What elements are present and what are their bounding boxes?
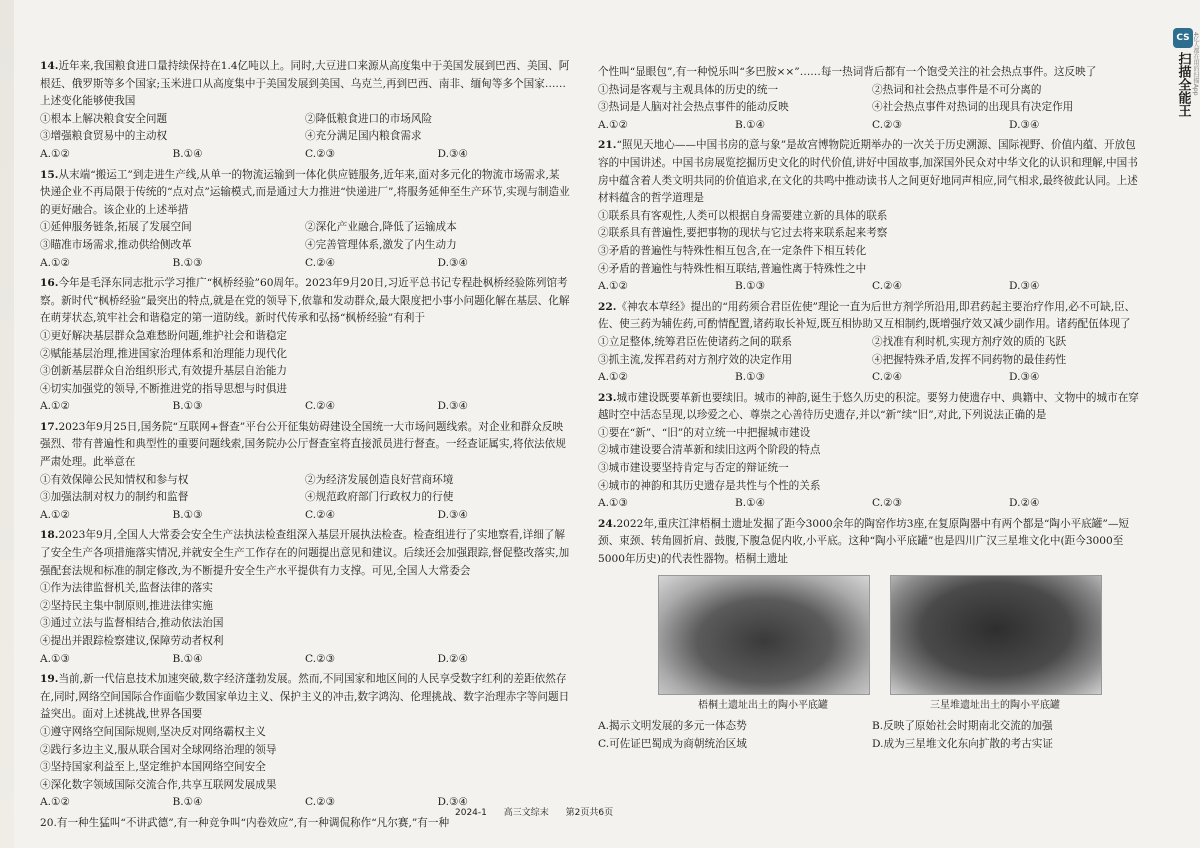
statement-item: ③通过立法与监督相结合,推动依法治国 bbox=[40, 617, 224, 630]
question bbox=[40, 419, 570, 525]
question bbox=[40, 527, 570, 668]
question-number: 24. bbox=[598, 517, 617, 530]
statement-item: ②深化产业融合,降低了运输成本 bbox=[305, 221, 457, 234]
statement-list bbox=[598, 425, 1146, 495]
statement-item: ①有效保障公民知情权和参与权 bbox=[40, 473, 189, 486]
question-text: 当前,新一代信息技术加速突破,数字经济蓬勃发展。然而,不同国家和地区间的人民享受数字红利的差距依然存在,同时,网络空间国际合作面临少数国家单边主义、保护主义的冲击,数字鸿沟、伦理挑战、数字治理赤字等问题日益突出。面对上述挑战,世界各国要 bbox=[40, 673, 570, 721]
statement-item: ①要在“新”、“旧”的对立统一中把握城市建设 bbox=[598, 426, 811, 439]
figure bbox=[658, 575, 868, 715]
question-stem bbox=[598, 299, 1146, 334]
answer-choice: A.①② bbox=[40, 147, 71, 160]
pottery-photo bbox=[658, 575, 870, 695]
answer-choice: A.①② bbox=[40, 796, 71, 809]
answer-choice: C.②④ bbox=[305, 508, 336, 521]
figure-row bbox=[658, 575, 1146, 715]
answer-choice: C.②④ bbox=[305, 400, 336, 413]
answer-choice: D.③④ bbox=[1009, 280, 1040, 293]
figure-caption: 梧桐土遗址出土的陶小平底罐 bbox=[698, 699, 828, 711]
statement-item: ③增强粮食贸易中的主动权 bbox=[40, 130, 168, 143]
answer-choices bbox=[598, 278, 1146, 296]
statement-item: ②为经济发展创造良好营商环境 bbox=[305, 473, 454, 486]
figure-caption: 三星堆遗址出土的陶小平底罐 bbox=[930, 699, 1060, 711]
question-text: 2023年9月,全国人大常委会安全生产法执法检查组深入基层开展执法检查。检查组进行了实地察看,详细了解了安全生产各项措施落实情况,并就安全生产工作存在的问题提出意见和建议。后续还会加强跟踪,督促整改落实,加强配套法规和标准的制定修改,为不断提升安全生产水平提供有力支撑。可见,全国人大常委会 bbox=[40, 529, 570, 577]
answer-choice: A.①③ bbox=[40, 652, 71, 665]
question bbox=[598, 299, 1146, 387]
answer-choice: D.②④ bbox=[1009, 497, 1040, 510]
statement-list bbox=[40, 328, 570, 398]
statement-item: ④规范政府部门行政权力的行使 bbox=[305, 491, 454, 504]
answer-choice: A.①② bbox=[598, 371, 629, 384]
answer-choice: A.①② bbox=[40, 508, 71, 521]
question-text: 近年来,我国粮食进口量持续保持在1.4亿吨以上。同时,大豆进口来源从高度集中于美国发展到巴西、美国、阿根廷、俄罗斯等多个国家;玉米进口从高度集中于美国发展到美国、乌克兰,再到巴西、南非、缅甸等多个国家……上述变化能够使我国 bbox=[40, 60, 570, 108]
statement-item: ②联系具有普遍性,要把事物的现状与它过去将来联系起来考察 bbox=[598, 227, 888, 240]
statement-item: ④深化数字领域国际交流合作,共享互联网发展成果 bbox=[40, 778, 277, 791]
question bbox=[598, 137, 1146, 295]
statement-list bbox=[598, 718, 1146, 753]
question-number: 14. bbox=[40, 60, 59, 72]
question-number: 22. bbox=[598, 300, 617, 313]
statement-item: ①立足整体,统筹君臣佐使诸药之间的联系 bbox=[598, 335, 793, 348]
statement-item: C.可佐证巴蜀成为商朝统治区域 bbox=[598, 737, 747, 750]
statement-item: ③瞄准市场需求,推动供给侧改革 bbox=[40, 238, 192, 251]
question-stem bbox=[40, 527, 570, 580]
answer-choice: A.①② bbox=[598, 280, 629, 293]
scan-edge bbox=[0, 0, 14, 848]
statement-list bbox=[598, 208, 1146, 278]
question-stem bbox=[598, 390, 1146, 425]
statement-item: ④完善管理体系,激发了内生动力 bbox=[305, 238, 457, 251]
statement-item: ④城市的神韵和其历史遗存是共性与个性的关系 bbox=[598, 479, 821, 492]
brand-tagline: 4亿人都在用的扫描App bbox=[1192, 32, 1199, 96]
statement-item: ①热词是客观与主观具体的历史的统一 bbox=[598, 83, 779, 96]
answer-choices bbox=[598, 495, 1146, 513]
answer-choice: C.②③ bbox=[305, 652, 336, 665]
statement-item: B.反映了原始社会时期南北交流的加强 bbox=[872, 720, 1053, 733]
answer-choice: C.②④ bbox=[305, 256, 336, 269]
question-text: “照见天地心——中国书房的意与象”是故宫博物院近期举办的一次关于历史溯源、国际视野、价值内蕴、开放包容的中国讲述。中国书房展览挖掘历史文化的时代价值,讲好中国故事,加深国外民众对中华文化的认识和理解,中国书房中蕴含着人类文明共同的价值追求,在文化的共鸣中推动读书人之间更好地同声相应,同气相求,最终彼此认同。上述材料蕴含的哲学道理是 bbox=[598, 139, 1138, 205]
statement-item: ③城市建设要坚持肯定与否定的辩证统一 bbox=[598, 462, 789, 475]
pottery-photo bbox=[890, 575, 1102, 695]
question-20-continued bbox=[598, 64, 1146, 134]
statement-item: ③加强法制对权力的制约和监督 bbox=[40, 491, 189, 504]
question-number: 19. bbox=[40, 673, 59, 686]
statement-list bbox=[40, 580, 570, 650]
statement-item: ④矛盾的普遍性与特殊性相互联结,普遍性离于特殊性之中 bbox=[598, 262, 867, 275]
question bbox=[40, 671, 570, 812]
answer-choices bbox=[40, 255, 570, 273]
answer-choice: A.①② bbox=[40, 400, 71, 413]
question-text: 《神农本草经》提出的“用药须合君臣佐使”理论一直为后世方剂学所沿用,即君药起主要治疗作用,必不可缺,臣、佐、使三药为辅佐药,可酌情配置,诸药取长补短,既互相协助又互相制约,既增强疗效又减少副作用。诸药配伍体现了 bbox=[598, 300, 1136, 331]
question-number: 15. bbox=[40, 168, 59, 181]
answer-choice: D.③④ bbox=[1009, 118, 1040, 131]
question-text: 今年是毛泽东同志批示学习推广“枫桥经验”60周年。2023年9月20日,习近平总书记专程赴枫桥经验陈列馆考察。新时代“枫桥经验”最突出的特点,就是在党的领导下,依靠和发动群众,最大限度把小事小问题化解在基层、化解在萌芽状态,筑牢社会和谐稳定的第一道防线。新时代传承和弘扬“枫桥经验”有利于 bbox=[40, 277, 570, 325]
statement-item: ④把握特殊矛盾,发挥不同药物的最佳药性 bbox=[872, 353, 1067, 366]
footer-grade: 高三文综末 bbox=[503, 808, 549, 818]
question-stem bbox=[40, 671, 570, 724]
answer-choices bbox=[598, 117, 1146, 135]
answer-choice: A.①② bbox=[40, 256, 71, 269]
question bbox=[40, 275, 570, 416]
statement-item: ②城市建设要合清革新和续旧这两个阶段的特点 bbox=[598, 444, 821, 457]
question bbox=[598, 516, 1146, 754]
statement-list bbox=[598, 334, 1146, 369]
question-text: 个性叫“显眼包”,有一种悦乐叫“多巴胺××”……每一热词背后都有一个饱受关注的社会热点事件。这反映了 bbox=[598, 66, 1097, 78]
statement-item: ①根本上解决粮食安全问题 bbox=[40, 112, 168, 125]
question-number: 21. bbox=[598, 139, 617, 152]
question-stem bbox=[40, 58, 570, 111]
statement-list bbox=[40, 472, 570, 507]
footer-page: 第2页共6页 bbox=[565, 808, 614, 818]
page-footer bbox=[455, 805, 627, 818]
answer-choices bbox=[40, 146, 570, 164]
brand-name: 扫描全能王 bbox=[1175, 52, 1191, 117]
statement-item: ②坚持民主集中制原则,推进法律实施 bbox=[40, 599, 213, 612]
answer-choice: C.②③ bbox=[305, 147, 336, 160]
answer-choice: C.②④ bbox=[872, 371, 903, 384]
question-stem bbox=[40, 275, 570, 328]
statement-item: ④提出并跟踪检察建议,保障劳动者权利 bbox=[40, 635, 224, 647]
answer-choice: B.①③ bbox=[172, 400, 203, 413]
question bbox=[598, 390, 1146, 513]
answer-choice: C.②④ bbox=[872, 280, 903, 293]
statement-list bbox=[40, 111, 570, 146]
answer-choice: B.①③ bbox=[172, 256, 203, 269]
answer-choice: B.①④ bbox=[735, 118, 766, 131]
question-text: 2023年9月25日,国务院“互联网+督查”平台公开征集妨碍建设全国统一大市场问题线索。对企业和群众反映强烈、带有普遍性和典型性的重要问题线索,国务院办公厅督查室将直接派员进行督查。一经查证属实,将依法依规严肃处理。此举意在 bbox=[40, 420, 566, 469]
answer-choice: D.③④ bbox=[1009, 371, 1040, 384]
statement-item: ②践行多边主义,服从联合国对全球网络治理的领导 bbox=[40, 743, 277, 756]
question bbox=[40, 58, 570, 164]
answer-choice: A.①② bbox=[598, 118, 629, 131]
question-text: 2022年,重庆江津梧桐土遗址发掘了距今3000余年的陶窑作坊3座,在复原陶器中有两个都是“陶小平底罐”—短颈、束颈、转角圆折肩、鼓腹,下腹急促内收,小平底。这种“陶小平底罐”也是四川广汉三星堆文化中(距今3000至5000年历史)的代表性器物。梧桐土遗址 bbox=[598, 517, 1130, 566]
answer-choice: C.②③ bbox=[872, 118, 903, 131]
statement-item: ①延伸服务链条,拓展了发展空间 bbox=[40, 221, 192, 234]
question-20-start: 20.有一种生猛叫“不讲武德”,有一种竞争叫“内卷效应”,有一种调侃称作“凡尔赛,”有一种 bbox=[40, 816, 450, 829]
answer-choice: B.①④ bbox=[172, 796, 203, 809]
answer-choices bbox=[40, 651, 570, 669]
question-stem bbox=[598, 137, 1146, 207]
answer-choice: B.①③ bbox=[172, 508, 203, 521]
statement-item: ①遵守网络空间国际规则,坚决反对网络霸权主义 bbox=[40, 725, 266, 738]
statement-item: ④切实加强党的领导,不断推进党的指导思想与时俱进 bbox=[40, 382, 288, 395]
statement-item: ①联系具有客观性,人类可以根据自身需要建立新的具体的联系 bbox=[598, 209, 888, 222]
statement-item: ①更好解决基层群众急难愁盼问题,维护社会和谐稳定 bbox=[40, 329, 288, 342]
question-number: 18. bbox=[40, 529, 59, 542]
statement-item: ③坚持国家利益至上,坚定维护本国网络空间安全 bbox=[40, 761, 266, 774]
answer-choice: B.①④ bbox=[172, 147, 203, 160]
statement-item: ③创新基层群众自治组织形式,有效提升基层自治能力 bbox=[40, 365, 288, 378]
figure bbox=[890, 575, 1100, 715]
statement-item: ②赋能基层治理,推进国家治理体系和治理能力现代化 bbox=[40, 347, 288, 360]
question-number: 17. bbox=[40, 420, 59, 433]
question-text: 城市建设既要革新也要续旧。城市的神韵,诞生于悠久历史的积淀。要努力使遗存中、典籍中、文物中的城市在穿越时空中活态呈现,以珍爱之心、尊崇之心善待历史遗存,并以“新”续“旧”,对此,下列说法正确的是 bbox=[598, 391, 1139, 422]
statement-list bbox=[40, 724, 570, 794]
statement-item: ④充分满足国内粮食需求 bbox=[305, 130, 422, 143]
answer-choice: A.①③ bbox=[598, 497, 629, 510]
statement-item: ②找准有利时机,实现方剂疗效的质的飞跃 bbox=[872, 335, 1067, 348]
answer-choice: B.①③ bbox=[735, 371, 766, 384]
statement-item: ③矛盾的普遍性与特殊性相互包含,在一定条件下相互转化 bbox=[598, 244, 867, 257]
question-stem bbox=[598, 516, 1146, 569]
question-number: 23. bbox=[598, 391, 617, 404]
statement-item: ②降低粮食进口的市场风险 bbox=[305, 112, 433, 125]
statement-item: ③抓主流,发挥君药对方剂疗效的决定作用 bbox=[598, 353, 793, 366]
answer-choice: B.①③ bbox=[735, 280, 766, 293]
statement-list bbox=[598, 82, 1146, 117]
answer-choice: D.③④ bbox=[437, 400, 468, 413]
statement-list bbox=[40, 219, 570, 254]
statement-item: A.揭示文明发展的多元一体态势 bbox=[598, 720, 747, 733]
answer-choice: C.②③ bbox=[872, 497, 903, 510]
answer-choice: D.②④ bbox=[437, 652, 468, 665]
question-stem bbox=[40, 167, 570, 220]
footer-code: 2024-1 bbox=[455, 808, 487, 818]
right-column bbox=[598, 64, 1146, 756]
camscanner-logo-icon: CS bbox=[1173, 28, 1193, 48]
question-number: 16. bbox=[40, 277, 59, 290]
answer-choices bbox=[40, 507, 570, 525]
question-text: 从末端“搬运工”到走进生产线,从单一的物流运输到一体化供应链服务,近年来,面对多元化的物流市场需求,某快递企业不再局限于传统的“点对点”运输模式,而是通过大力推进“快递进厂”,将服务延伸至生产环节,实现与制造业的更好融合。该企业的上述举措 bbox=[40, 168, 570, 216]
statement-item: ③热词是人脑对社会热点事件的能动反映 bbox=[598, 101, 789, 114]
answer-choice: D.③④ bbox=[437, 147, 468, 160]
answer-choice: D.③④ bbox=[437, 796, 468, 809]
answer-choice: B.①④ bbox=[735, 497, 766, 510]
left-column bbox=[40, 58, 570, 833]
answer-choice: D.③④ bbox=[437, 508, 468, 521]
answer-choice: C.②③ bbox=[305, 796, 336, 809]
question-stem bbox=[40, 419, 570, 472]
statement-item: ①作为法律监督机关,监督法律的落实 bbox=[40, 582, 213, 595]
statement-item: ②热词和社会热点事件是不可分离的 bbox=[872, 83, 1042, 96]
answer-choice: B.①④ bbox=[172, 652, 203, 665]
answer-choices bbox=[598, 369, 1146, 387]
answer-choice: D.③④ bbox=[437, 256, 468, 269]
statement-item: ④社会热点事件对热词的出现具有决定作用 bbox=[872, 101, 1074, 114]
statement-item: D.成为三星堆文化东向扩散的考古实证 bbox=[872, 737, 1053, 750]
question bbox=[40, 167, 570, 273]
answer-choices bbox=[40, 398, 570, 416]
